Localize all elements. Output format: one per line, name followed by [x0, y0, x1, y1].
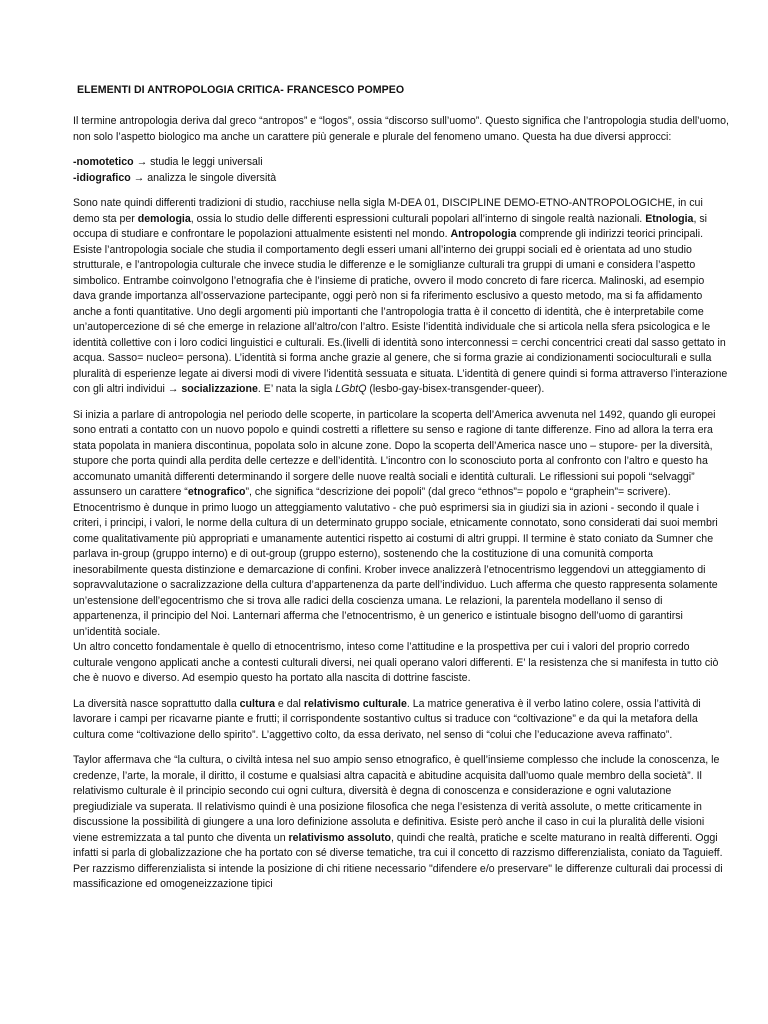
- text-run: Un altro concetto fondamentale è quello di etnocentrismo, inteso come l’attitudine e la prospettiva per cui i valori del proprio corredo culturale vengono applicati anche a contesti culturali diversi, nei quali operano valori differenti. E’ la resistenza che si manifesta in tutto ciò che è nuovo e diverso. Ad esempio questo ha portato alla nascita di dottrine fasciste.: [73, 641, 719, 684]
- italic-term: LGbtQ: [335, 383, 367, 395]
- bold-term: relativismo assoluto: [288, 831, 391, 844]
- arrow-icon: →: [136, 156, 148, 168]
- paragraph-culture: [73, 697, 730, 744]
- text-run: Taylor affermava che “la cultura, o civiltà intesa nel suo ampio senso etnografico, è quell’insieme complesso che include la conoscenza, le credenze, l’arte, la morale, il diritto, il costume e qualsiasi altra capacità e abitudine acquisita dall’uomo quale membro della società”. Il relativismo culturale è il principio secondo cui ogni cultura, diversità è degna di conoscenza e considerazione e ogni valutazione pregiudiziale va superata. Il relativismo quindi è una posizione filosofica che nega l’esistenza di verità assolute, o mette criticamente in discussione la possibilità di giungere a una loro definizione assoluta e definitiva. Esiste però anche il caso in cui la pluralità delle visioni viene estremizzata a tal punto che diventa un: [73, 754, 720, 844]
- text-run: Sono nate quindi differenti tradizioni di studio, racchiuse nella sigla M-DEA 01, DISCIPLINE DEMO-ETNO-ANTROPOLOGICHE, in cui demo sta per: [73, 197, 703, 225]
- list-item: [73, 155, 730, 171]
- paragraph-intro: [73, 114, 730, 145]
- document-title: ELEMENTI DI ANTROPOLOGIA CRITICA- FRANCESCO POMPEO: [77, 84, 405, 96]
- intro-text: Il termine antropologia deriva dal greco “antropos” e “logos”, ossia “discorso sull’uomo”. Questo significa che l’antropologia studia dell’uomo, non solo l’aspetto biologico ma anche un carattere più generale e plurale del fenomeno umano. Questa ha due diversi approcci:: [73, 115, 729, 143]
- list-desc: studia le leggi universali: [150, 156, 263, 168]
- text-run: (lesbo-gay-bisex-transgender-queer).: [366, 383, 545, 395]
- text-run: ”, che significa “descrizione dei popoli” (dal greco “ethnos”= popolo e “graphein”= scrivere). Etnocentrismo è dunque in primo luogo un atteggiamento valutativo - che può esprimersi sia in giudizi sia in azioni - secondo il quale i criteri, i principi, i valori, le norme della cultura di un determinato gruppo sociale, etnicamente connotato, sono considerati dai suoi membri come qualitativamente più appropriati e umanamente autentici rispetto ai costumi di altri gruppi. Il termine è stato coniato da Sumner che parlava in-group (gruppo interno) e di out-group (gruppo esterno), sostenendo che la costituzione di una comunità comporta inesorabilmente questa distinzione e demarcazione di confini. Krober invece analizzerà l’etnocentrismo leggendovi un atteggiamento di sopravvalutazione o sacralizzazione della cultura d’appartenenza da parte dell’individuo. Luch afferma che questo rappresenta solamente un’estensione dell’egocentrismo che si trova alle radici della coscienza umana. Le relazioni, la parentela modellano il senso di appartenenza, il principio del Noi. Lanternari afferma che l’etnocentrismo, è un generico e istintuale bisogno dell’uomo di garantirsi un’identità sociale.: [73, 486, 718, 638]
- bold-term: relativismo culturale: [303, 697, 407, 710]
- approaches-list: [73, 155, 730, 186]
- text-run: e dal: [274, 697, 304, 710]
- bold-term: socializzazione: [181, 383, 258, 395]
- list-term: -nomotetico: [73, 156, 134, 168]
- bold-term: etnografico: [187, 486, 246, 498]
- text-run: Si inizia a parlare di antropologia nel periodo delle scoperte, in particolare la scoperta dell’America avvenuta nel 1492, quando gli europei sono entrati a contatto con un nuovo popolo e quindi costretti a riflettere su senso e ragione di tante differenze. Fino ad allora la terra era stata popolata in maniera discontinua, popolata solo in alcune zone. Dopo la scoperta dell’America nasce uno – stupore- per la diversità, stupore che porta quindi alla perdita delle certezze e dell’identità. L’incontro con lo sconosciuto porta al confronto con l’altro e questo ha accomunato umanità differenti determinando il sorgere delle nuove realtà sociali e identità culturali. Le riflessioni sui popoli “selvaggi” assunsero un carattere “: [73, 408, 716, 498]
- bold-term: Etnologia: [645, 212, 694, 225]
- bold-term: demologia: [137, 212, 191, 225]
- bold-term: cultura: [239, 697, 275, 710]
- bold-term: Antropologia: [450, 228, 517, 240]
- text-run: , si occupa di studiare e confrontare le popolazioni attualmente esistenti nel mondo.: [73, 212, 707, 240]
- text-run: , quindi che realtà, pratiche e scelte maturano in realtà differenti. Oggi infatti si parla di globalizzazione che ha portato con sé diverse tematiche, tra cui il concetto di razzismo differenzialista, coniato da Taguieff. Per razzismo differenzialista si intende la posizione di chi ritiene necessario "difendere e/o preservare" le differenze culturali dai processi di massificazione ed omogeneizzazione tipici: [73, 831, 723, 890]
- list-desc: analizza le singole diversità: [147, 171, 277, 184]
- paragraph-traditions: [73, 196, 730, 398]
- text-run: comprende gli indirizzi teorici principali. Esiste l’antropologia sociale che studia il comportamento degli esseri umani all’interno dei gruppi sociali ed è orientata ad uno studio strutturale, e l’antropologia culturale che invece studia le differenze e le somiglianze culturali tra gruppi di umani e considera l’aspetto simbolico. Entrambe coinvolgono l’etnografia che è l’insieme di pratiche, ovvero il modo concreto di fare ricerca. Malinoski, ad esempio dava grande importanza all’osservazione partecipante, oggi però non si fa riferimento esclusivo a questo metodo, ma si fa affidamento anche a fonti quantitative. Uno degli argomenti più importanti che l’antropologia tratta è il concetto di identità, che è interpretabile come un’autopercezione di sé che emerge in relazione all’altro/con l’altro. Esiste l’identità individuale che si articola nella sfera psicologica e le identità collettive con i loro codici linguistici e culturali. Es.(livelli di identità sono interconnessi = cerchi concentrici creati dal sasso gettato in acqua. Sasso= nucleo= persona). L’identità si forma anche grazie al genere, che si forma grazie ai condizionamenti socioculturali e sulla pluralità di esperienze legate ai diversi modi di vivere l’identità sessuata e situata. L’identità di genere quindi si forma attraverso l’interazione con gli altri individui →: [73, 228, 728, 395]
- list-item: [73, 171, 730, 187]
- text-run: . La matrice generativa è il verbo latino colere, ossia l’attività di lavorare i campi per ricavarne piante e frutti; il corrispondente sostantivo cultus si traduce con “coltivazione” e da qui la metafora della cultura come “coltivazione dello spirito”. L’aggettivo colto, da essa derivato, nel senso di “colui che l’educazione aveva raffinato”.: [73, 697, 701, 741]
- text-run: , ossia lo studio delle differenti espressioni culturali popolari all’interno di singole realtà nazionali.: [190, 212, 646, 225]
- text-run: La diversità nasce soprattutto dalla: [73, 697, 240, 710]
- text-run: . E’ nata la sigla: [257, 383, 336, 395]
- arrow-icon: →: [133, 171, 145, 184]
- paragraph-relativism: [73, 753, 730, 893]
- paragraph-ethnocentrism: [73, 408, 730, 687]
- list-term: -idiografico: [73, 171, 131, 184]
